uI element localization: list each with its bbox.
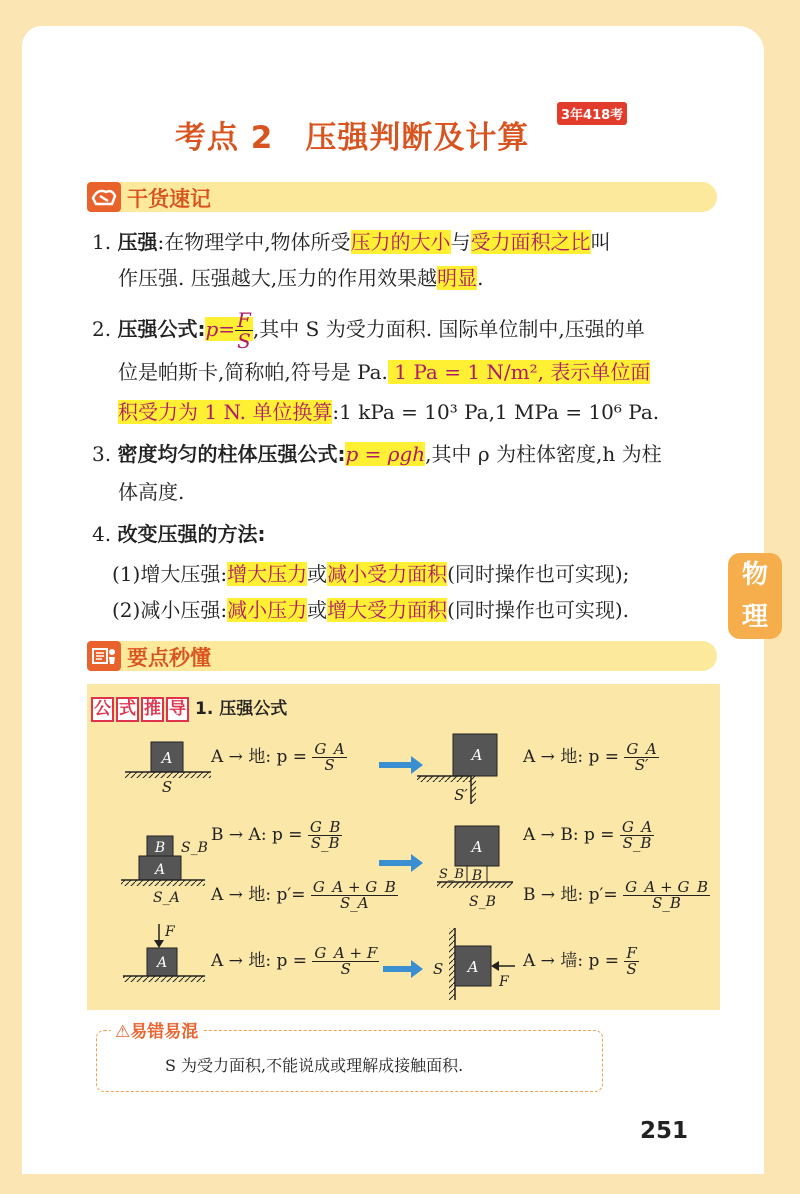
text: :1 kPa = 10³ Pa,1 MPa = 10⁶ Pa. (332, 400, 660, 424)
item-number: 3. (92, 442, 112, 466)
highlight: 1 Pa = 1 N/m², 表示单位面 (387, 360, 651, 384)
text: 作压强. 压强越大,压力的作用效果越 (118, 266, 438, 290)
label-B: B (154, 840, 166, 856)
term: 压强公式 (117, 317, 198, 341)
tag-char: 推 (141, 697, 164, 722)
item-2-line-2 (118, 358, 650, 386)
item-3-line-1 (92, 440, 662, 468)
highlight: 压力的大小 (350, 230, 451, 254)
subject-tab-char-2: 理 (741, 602, 768, 632)
formula-derivation-panel (87, 684, 720, 1010)
formula-r1-right: A → 地: p = $\frac{G\_A}{S'}$ (523, 740, 657, 774)
text: 或 (307, 598, 328, 622)
formula-r1-left: A → 地: p = $\frac{G\_A}{S}$ (211, 740, 345, 774)
formula-r3-right: A → 墙: p = $\frac{F}{S}$ (523, 944, 637, 978)
derivation-subtitle: 1. 压强公式 (195, 699, 288, 719)
formula-r2-right-top: A → B: p = $\frac{G\_A}{S\_B}$ (523, 818, 653, 852)
text: : (257, 522, 266, 546)
label-S-prime: S′ (454, 786, 468, 804)
page-title: 考点 2 压强判断及计算 (175, 120, 530, 156)
exam-frequency-badge: 3年418考 (557, 102, 627, 125)
tag-char: 导 (166, 697, 189, 722)
figure-block-on-wall (433, 928, 515, 1000)
formula-r2-left-bottom: A → 地: p′= $\frac{G\_A + G\_B}{S\_A}$ (211, 878, 396, 912)
highlight: 减小压力 (227, 598, 308, 622)
section-title: 干货速记 (127, 187, 211, 211)
text: : (197, 317, 206, 341)
label-S-A: S_A (153, 890, 180, 906)
text: 叫 (590, 230, 611, 254)
text: ,其中 ρ 为柱体密度,h 为柱 (425, 442, 662, 466)
tag-char: 式 (116, 697, 139, 722)
warning-icon: ⚠ (115, 1022, 131, 1042)
label-A: A (161, 749, 173, 767)
item-1-line-1 (92, 228, 611, 256)
text: 位是帕斯卡,简称帕,符号是 Pa. (118, 360, 388, 384)
item-4-line-1 (92, 520, 265, 548)
item-4-sub-1 (112, 560, 629, 588)
highlight: 增大压力 (227, 562, 308, 586)
figure-a-on-b (437, 826, 513, 910)
label-A: A (471, 746, 483, 764)
text: (同时操作也可实现); (447, 562, 630, 586)
item-number: 2. (92, 317, 112, 341)
text: :在物理学中,物体所受 (157, 230, 351, 254)
label-A: A (471, 838, 483, 856)
notes-icon (87, 182, 121, 212)
caution-text: S 为受力面积,不能说成或理解成接触面积. (165, 1056, 464, 1075)
text: 与 (450, 230, 471, 254)
label-F: F (499, 974, 509, 990)
arrow-right-icon (379, 854, 423, 872)
item-3-line-2 (118, 478, 184, 506)
arrow-right-icon (379, 756, 423, 774)
item-4-sub-2 (112, 596, 629, 624)
section-header-ganhuo (87, 182, 717, 212)
caution-header (111, 1017, 202, 1042)
term: 改变压强的方法 (117, 522, 258, 546)
section-header-yaodian (87, 641, 717, 671)
label-S-B: S_B (439, 867, 464, 882)
figure-block-on-ground (125, 742, 211, 796)
caution-box (96, 1022, 603, 1092)
label-A: A (156, 955, 168, 971)
figure-force-on-block (123, 924, 205, 982)
page-number: 251 (640, 1118, 689, 1144)
formula-r3-left: A → 地: p = $\frac{G\_A + F}{S}$ (211, 944, 378, 978)
formula: p = ρgh (345, 442, 426, 466)
formula-p: p (205, 317, 219, 341)
label-S-B: S_B (469, 894, 496, 910)
item-2-line-1 (92, 310, 645, 351)
highlight: 明显 (437, 266, 478, 290)
highlight: 增大受力面积 (327, 598, 448, 622)
tag-char: 公 (91, 697, 114, 722)
reading-icon (87, 641, 121, 671)
caution-title: 易错易混 (130, 1022, 199, 1042)
text: . (477, 266, 484, 290)
label-B: B (471, 868, 483, 884)
item-2-line-3 (118, 398, 659, 426)
text: 体高度. (118, 480, 185, 504)
text: (2)减小压强: (112, 598, 228, 622)
subject-tab-char-1: 物 (741, 560, 768, 590)
label-S-B: S_B (181, 840, 208, 856)
item-1-line-2 (118, 264, 483, 292)
label-S: S (433, 960, 444, 978)
label-A: A (154, 862, 166, 878)
formula-fraction: $\frac{F}{S}$ (237, 308, 251, 353)
section-title: 要点秒懂 (127, 646, 211, 670)
highlight: 积受力为 1 N. 单位换算 (118, 400, 333, 424)
arrow-right-icon (383, 960, 423, 978)
text: 或 (307, 562, 328, 586)
text: (1)增大压强: (112, 562, 228, 586)
label-S: S (161, 778, 173, 796)
formula-eq: = (218, 317, 236, 341)
text: : (337, 442, 346, 466)
item-number: 4. (92, 522, 112, 546)
term: 密度均匀的柱体压强公式 (117, 442, 338, 466)
figure-block-on-edge (417, 734, 497, 804)
subject-tab[interactable] (728, 553, 782, 639)
formula-r2-right-bottom: B → 地: p′= $\frac{G\_A + G\_B}{S\_B}$ (523, 878, 709, 912)
highlight: 受力面积之比 (470, 230, 591, 254)
text: ,其中 S 为受力面积. 国际单位制中,压强的单 (252, 317, 645, 341)
item-number: 1. (92, 230, 112, 254)
label-A: A (467, 958, 479, 976)
formula-r2-left-top: B → A: p = $\frac{G\_B}{S\_B}$ (211, 818, 341, 852)
text: (同时操作也可实现). (447, 598, 630, 622)
term: 压强 (117, 230, 158, 254)
figure-b-on-a (121, 836, 208, 906)
highlight: 减小受力面积 (327, 562, 448, 586)
label-F: F (165, 924, 175, 940)
